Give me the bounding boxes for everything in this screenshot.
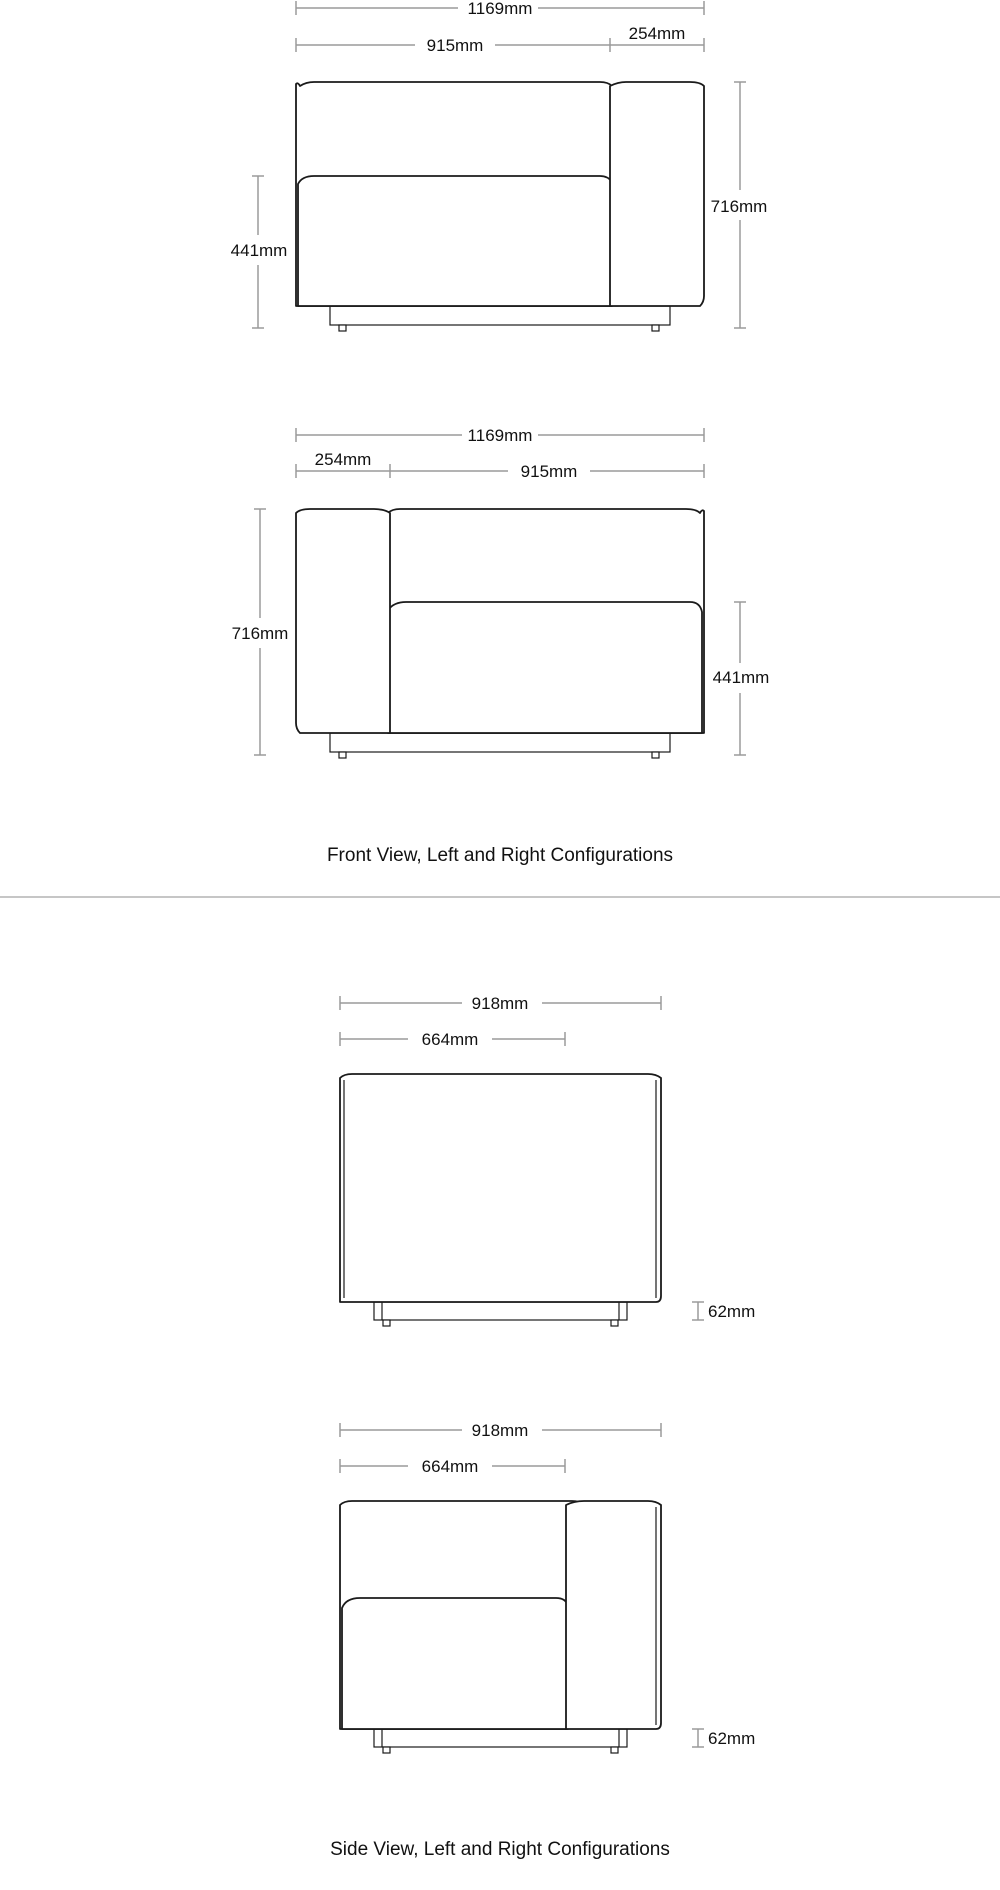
- seat-width-label: 915mm: [520, 462, 578, 481]
- seat-depth-label: 664mm: [421, 1030, 479, 1049]
- leg-height-label: 62mm: [708, 1729, 756, 1748]
- sofa-leg: [339, 325, 346, 331]
- seat-width-label: 915mm: [426, 36, 484, 55]
- sofa-seat-cushion: [388, 602, 702, 733]
- overall-width-label: 1169mm: [467, 0, 533, 18]
- sofa-leg: [383, 1320, 390, 1326]
- sofa-base: [374, 1302, 627, 1320]
- front-view-caption: Front View, Left and Right Configurations: [326, 845, 674, 866]
- overall-depth-label: 918mm: [471, 994, 529, 1013]
- front-view-right-arm: [231, 0, 768, 331]
- sofa-leg: [611, 1747, 618, 1753]
- sofa-base: [330, 733, 670, 752]
- front-view-left-arm: [232, 426, 770, 758]
- seat-depth-label: 664mm: [421, 1457, 479, 1476]
- sofa-seat-cushion: [342, 1598, 568, 1729]
- overall-height-label: 716mm: [231, 624, 289, 643]
- side-view-plain: [340, 994, 755, 1326]
- sofa-arm: [610, 82, 704, 306]
- sofa-seat-cushion: [298, 176, 612, 306]
- side-view-arm: [340, 1421, 755, 1753]
- sofa-leg: [383, 1747, 390, 1753]
- overall-height-label: 716mm: [710, 197, 768, 216]
- leg-height-label: 62mm: [708, 1302, 756, 1321]
- sofa-leg: [652, 752, 659, 758]
- sofa-arm: [296, 509, 390, 733]
- sofa-base: [330, 306, 670, 325]
- sofa-leg: [652, 325, 659, 331]
- sofa-arm: [566, 1501, 661, 1729]
- arm-width-label: 254mm: [628, 24, 686, 43]
- arm-width-label: 254mm: [314, 450, 372, 469]
- seat-height-label: 441mm: [230, 241, 288, 260]
- sofa-leg: [339, 752, 346, 758]
- overall-width-label: 1169mm: [467, 426, 533, 445]
- seat-height-label: 441mm: [712, 668, 770, 687]
- overall-depth-label: 918mm: [471, 1421, 529, 1440]
- sofa-base: [374, 1729, 627, 1747]
- side-view-caption: Side View, Left and Right Configurations: [330, 1839, 670, 1860]
- sofa-leg: [611, 1320, 618, 1326]
- sofa-body: [340, 1074, 661, 1302]
